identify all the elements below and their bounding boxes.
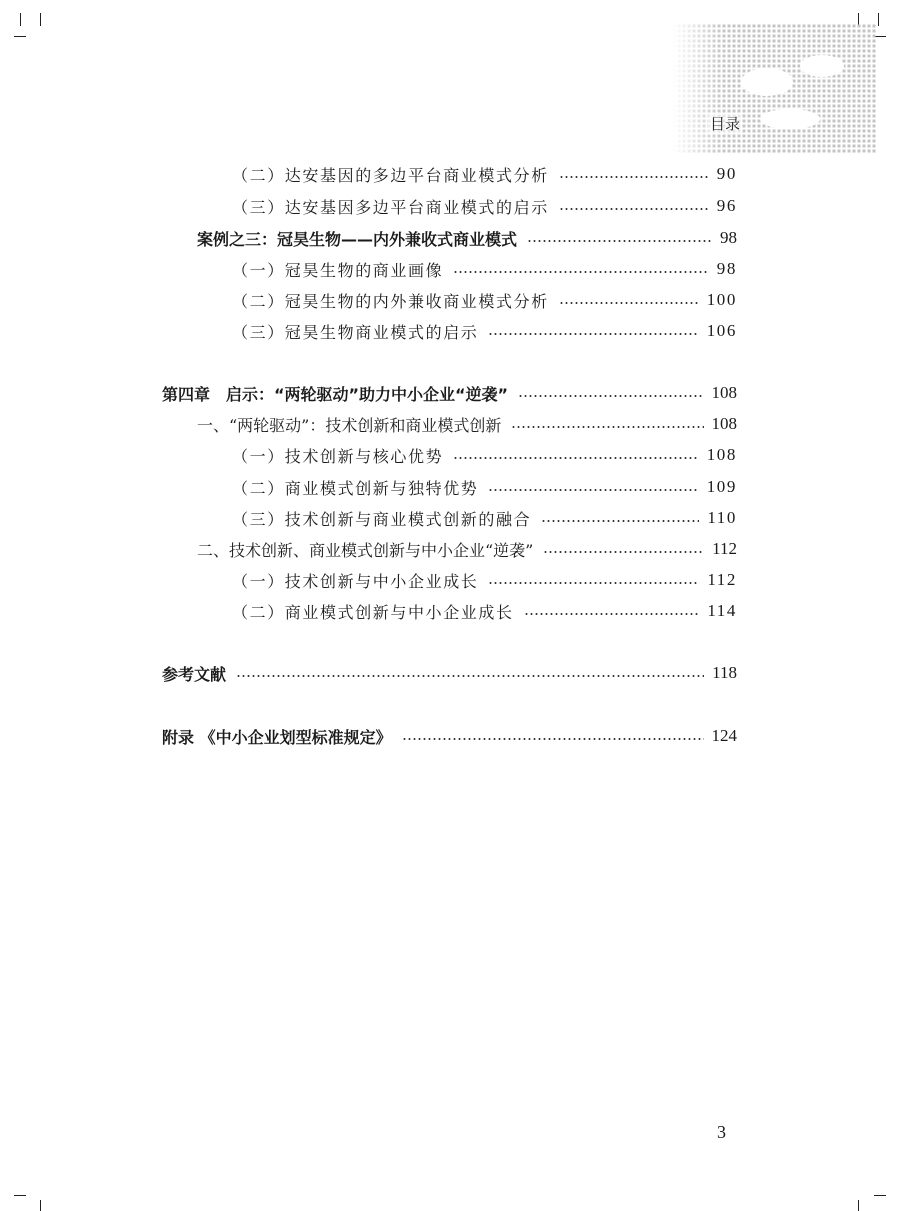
toc-entry[interactable] bbox=[232, 288, 737, 312]
toc-entry-title: （二）商业模式创新与中小企业成长 bbox=[232, 602, 514, 622]
toc-entry-page: 124 bbox=[711, 726, 737, 745]
header-dot-pattern bbox=[672, 24, 877, 154]
toc-entry-title: （一）技术创新与核心优势 bbox=[232, 446, 444, 466]
toc-entry[interactable] bbox=[232, 506, 737, 530]
toc-entry[interactable] bbox=[232, 475, 737, 499]
toc-entry-page: 118 bbox=[712, 663, 737, 682]
toc-entry-page: 110 bbox=[707, 508, 737, 527]
dot-leader bbox=[559, 302, 699, 304]
toc-entry-page: 114 bbox=[707, 601, 737, 620]
toc-entry-page: 112 bbox=[712, 539, 737, 558]
toc-entry-page: 90 bbox=[716, 164, 737, 183]
toc-entry-title: 二、技术创新、商业模式创新与中小企业“逆袭” bbox=[197, 540, 534, 560]
dot-leader bbox=[518, 395, 703, 397]
crop-mark bbox=[14, 1195, 26, 1196]
toc-entry-page: 108 bbox=[711, 383, 737, 402]
dot-leader bbox=[543, 551, 704, 553]
dot-leader bbox=[488, 582, 699, 584]
toc-entry[interactable] bbox=[197, 412, 737, 436]
crop-mark bbox=[874, 1195, 886, 1196]
dot-leader bbox=[236, 675, 704, 677]
toc-entry-title: （二）冠昊生物的内外兼收商业模式分析 bbox=[232, 291, 549, 311]
toc-entry-page: 96 bbox=[716, 196, 737, 215]
dot-leader bbox=[488, 333, 698, 335]
page-number: 3 bbox=[717, 1122, 726, 1142]
toc-entry[interactable] bbox=[232, 599, 737, 623]
crop-mark bbox=[14, 36, 26, 37]
toc-entry-title: （三）达安基因多边平台商业模式的启示 bbox=[232, 197, 549, 217]
toc-entry-page: 98 bbox=[720, 228, 737, 247]
crop-mark bbox=[40, 13, 41, 26]
toc-entry-title: 附录 《中小企业划型标准规定》 bbox=[162, 727, 392, 747]
dot-leader bbox=[488, 489, 698, 491]
toc-entry-title: （三）冠昊生物商业模式的启示 bbox=[232, 322, 479, 342]
toc-entry[interactable] bbox=[232, 257, 737, 281]
toc-entry-references[interactable] bbox=[162, 661, 737, 685]
toc-entry-page: 100 bbox=[706, 290, 737, 309]
toc-entry-page: 108 bbox=[711, 414, 737, 433]
toc-entry-title: （一）冠昊生物的商业画像 bbox=[232, 260, 444, 280]
toc-entry-appendix[interactable] bbox=[162, 724, 737, 748]
toc-entry[interactable] bbox=[232, 443, 737, 467]
toc-entry-title: （三）技术创新与商业模式创新的融合 bbox=[232, 509, 532, 529]
toc-entry-page: 106 bbox=[706, 321, 737, 340]
dot-leader bbox=[524, 613, 700, 615]
crop-mark bbox=[40, 1200, 41, 1211]
toc-entry-title: 参考文献 bbox=[162, 664, 227, 684]
toc-entry-page: 109 bbox=[706, 477, 737, 496]
dot-leader bbox=[511, 426, 703, 428]
toc-entry-page: 108 bbox=[706, 445, 737, 464]
toc-entry-title: （一）技术创新与中小企业成长 bbox=[232, 571, 479, 591]
running-header: 目录 bbox=[710, 115, 741, 133]
toc-entry-title: 一、“两轮驱动”：技术创新和商业模式创新 bbox=[197, 415, 502, 435]
dot-leader bbox=[402, 738, 704, 740]
crop-mark bbox=[858, 1200, 859, 1211]
toc-entry-title: 案例之三：冠昊生物——内外兼收式商业模式 bbox=[197, 229, 518, 249]
toc-entry[interactable] bbox=[232, 319, 737, 343]
toc-entry[interactable] bbox=[232, 568, 737, 592]
toc-entry-page: 112 bbox=[707, 570, 737, 589]
toc-entry-page: 98 bbox=[716, 259, 737, 278]
dot-leader bbox=[453, 271, 709, 273]
crop-mark bbox=[878, 13, 879, 26]
toc-entry[interactable] bbox=[232, 194, 737, 218]
toc-entry[interactable] bbox=[197, 537, 737, 561]
toc-entry-title: （二）达安基因的多边平台商业模式分析 bbox=[232, 165, 549, 185]
toc-entry-chapter[interactable] bbox=[162, 381, 737, 405]
toc-entry-title: 第四章 启示：“两轮驱动”助力中小企业“逆袭” bbox=[162, 384, 509, 404]
dot-leader bbox=[453, 457, 698, 459]
toc-entry-title: （二）商业模式创新与独特优势 bbox=[232, 478, 479, 498]
dot-leader bbox=[559, 208, 709, 210]
toc-entry[interactable] bbox=[232, 162, 737, 186]
dot-leader bbox=[559, 176, 709, 178]
dot-leader bbox=[527, 240, 712, 242]
dot-leader bbox=[541, 520, 699, 522]
toc-entry-case[interactable] bbox=[197, 226, 737, 250]
crop-mark bbox=[20, 13, 21, 26]
